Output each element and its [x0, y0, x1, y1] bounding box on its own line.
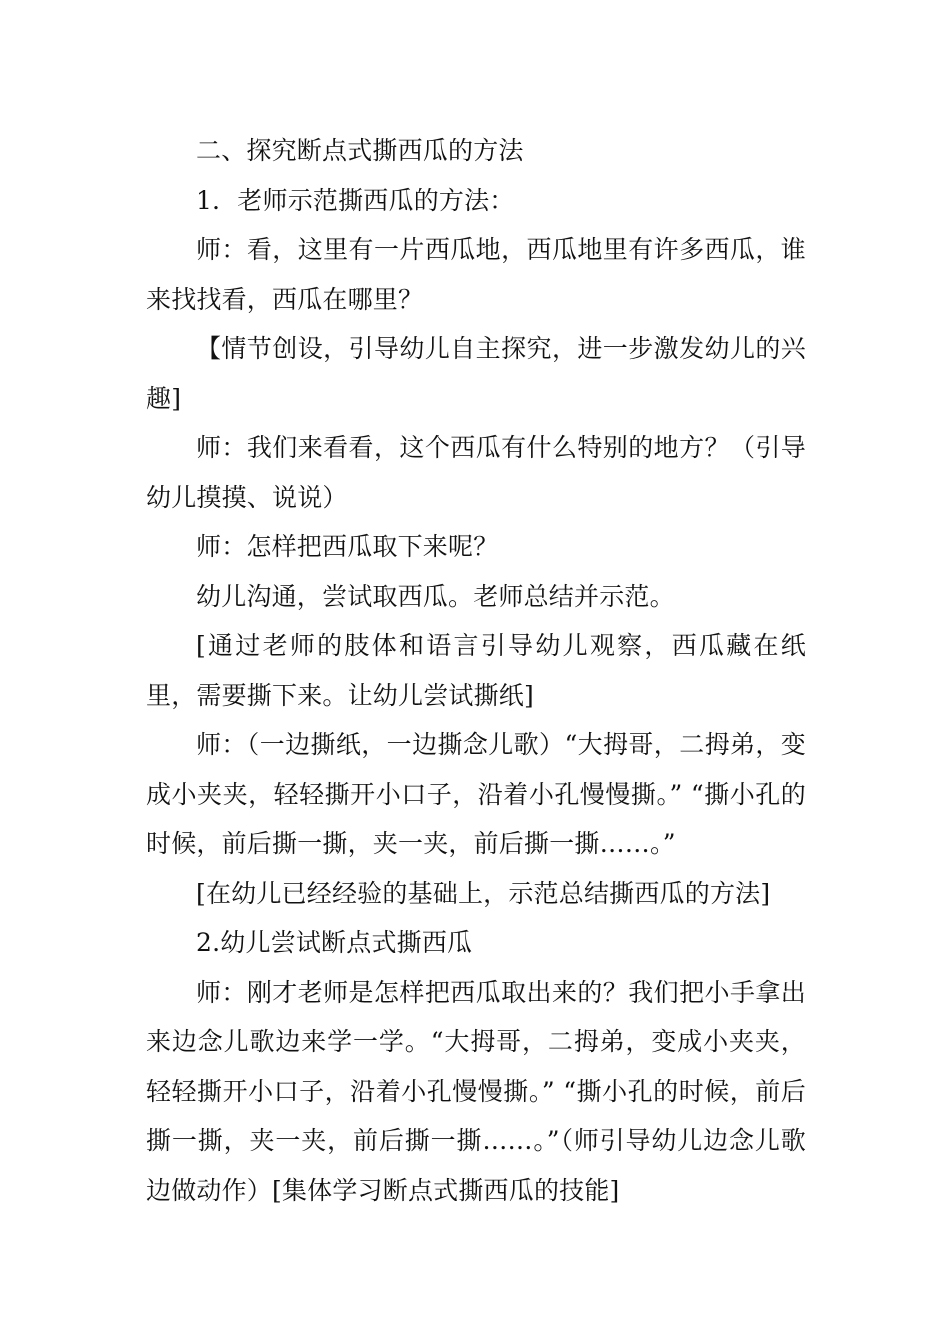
paragraph: 【情节创设，引导幼儿自主探究，进一步激发幼儿的兴趣]: [146, 334, 806, 413]
paragraph: 师：（一边撕纸，一边撕念儿歌）“大拇哥，二拇弟，变成小夹夹，轻轻撕开小口子，沿着小孔慢慢撕。” “撕小孔的时候，前后撕一撕，夹一夹，前后撕一撕……。”: [146, 730, 806, 858]
paragraph: [通过老师的肢体和语言引导幼儿观察，西瓜藏在纸里，需要撕下来。让幼儿尝试撕纸]: [146, 631, 806, 710]
paragraph: 师：刚才老师是怎样把西瓜取出来的？我们把小手拿出来边念儿歌边来学一学。“大拇哥，二拇弟，变成小夹夹，轻轻撕开小口子，沿着小孔慢慢撕。” “撕小孔的时候，前后撕一撕，夹一夹，前后撕一撕……。”（师引导幼儿边念儿歌边做动作）[集体学习断点式撕西瓜的技能]: [146, 977, 806, 1205]
section-heading: 二、探究断点式撕西瓜的方法: [196, 136, 524, 165]
paragraph: 师：我们来看看，这个西瓜有什么特别的地方？（引导幼儿摸摸、说说）: [146, 433, 806, 512]
subsection-heading: 2.幼儿尝试断点式撕西瓜: [196, 928, 473, 957]
paragraph: 幼儿沟通，尝试取西瓜。老师总结并示范。: [196, 581, 675, 611]
subsection-heading: 1．老师示范撕西瓜的方法：: [196, 185, 515, 215]
paragraph: [在幼儿已经经验的基础上，示范总结撕西瓜的方法]: [196, 878, 771, 908]
paragraph: 师：看，这里有一片西瓜地，西瓜地里有许多西瓜，谁来找找看，西瓜在哪里？: [146, 235, 806, 314]
document-body: [146, 126, 806, 1215]
paragraph: 师：怎样把西瓜取下来呢？: [196, 532, 499, 561]
